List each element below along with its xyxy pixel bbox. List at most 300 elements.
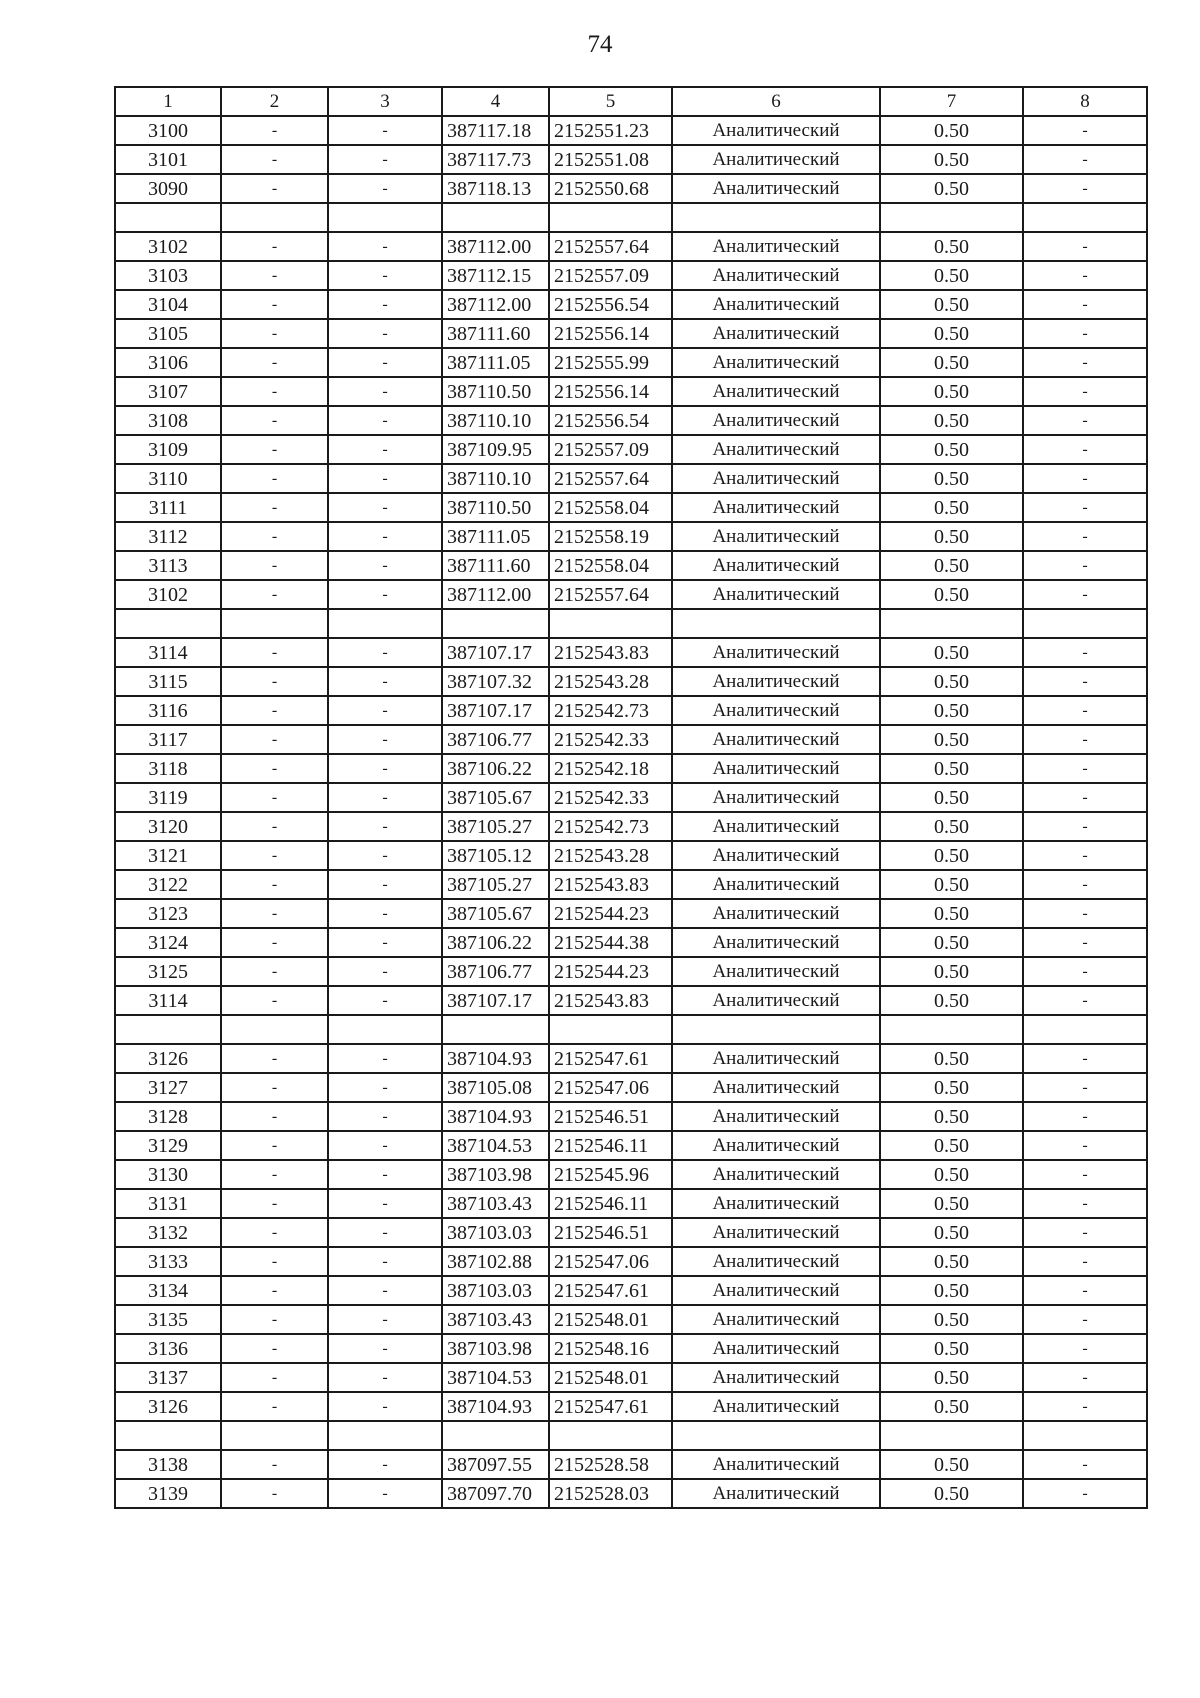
table-row — [115, 899, 1147, 928]
cell-point-number: 3138 — [115, 1450, 221, 1479]
cell-col-8: - — [1023, 1218, 1147, 1247]
cell-point-number: 3136 — [115, 1334, 221, 1363]
cell-accuracy: 0.50 — [880, 319, 1023, 348]
cell-point-number — [115, 203, 221, 232]
cell-col-2: - — [221, 1189, 328, 1218]
column-header: 7 — [880, 87, 1023, 116]
cell-col-8: - — [1023, 551, 1147, 580]
table-row — [115, 1044, 1147, 1073]
table-row — [115, 203, 1147, 232]
cell-accuracy: 0.50 — [880, 1247, 1023, 1276]
cell-method: Аналитический — [672, 348, 880, 377]
cell-coord-y: 2152543.28 — [549, 841, 672, 870]
table-row — [115, 1305, 1147, 1334]
cell-point-number: 3103 — [115, 261, 221, 290]
cell-method: Аналитический — [672, 174, 880, 203]
cell-col-3: - — [328, 638, 442, 667]
cell-col-3: - — [328, 812, 442, 841]
cell-coord-y — [549, 203, 672, 232]
cell-coord-x: 387097.70 — [442, 1479, 549, 1508]
table-row — [115, 174, 1147, 203]
cell-coord-y: 2152546.11 — [549, 1189, 672, 1218]
cell-col-8: - — [1023, 754, 1147, 783]
cell-coord-y: 2152547.61 — [549, 1044, 672, 1073]
cell-accuracy: 0.50 — [880, 435, 1023, 464]
cell-col-3: - — [328, 435, 442, 464]
cell-method: Аналитический — [672, 493, 880, 522]
coordinates-table — [114, 86, 1148, 1509]
cell-method: Аналитический — [672, 232, 880, 261]
cell-point-number: 3131 — [115, 1189, 221, 1218]
cell-col-8: - — [1023, 1392, 1147, 1421]
table-row — [115, 1073, 1147, 1102]
cell-coord-y: 2152548.01 — [549, 1363, 672, 1392]
cell-col-8: - — [1023, 957, 1147, 986]
cell-col-2: - — [221, 928, 328, 957]
cell-accuracy: 0.50 — [880, 841, 1023, 870]
cell-col-2: - — [221, 1479, 328, 1508]
cell-col-8: - — [1023, 580, 1147, 609]
cell-accuracy: 0.50 — [880, 493, 1023, 522]
cell-point-number: 3116 — [115, 696, 221, 725]
cell-col-2: - — [221, 696, 328, 725]
cell-coord-x: 387105.08 — [442, 1073, 549, 1102]
cell-col-3: - — [328, 1276, 442, 1305]
cell-coord-x: 387103.43 — [442, 1189, 549, 1218]
cell-method: Аналитический — [672, 841, 880, 870]
cell-method: Аналитический — [672, 1450, 880, 1479]
cell-col-2: - — [221, 725, 328, 754]
cell-accuracy: 0.50 — [880, 754, 1023, 783]
cell-col-8: - — [1023, 290, 1147, 319]
table-row — [115, 1421, 1147, 1450]
cell-point-number: 3132 — [115, 1218, 221, 1247]
cell-point-number: 3102 — [115, 580, 221, 609]
cell-accuracy: 0.50 — [880, 261, 1023, 290]
cell-col-3: - — [328, 1363, 442, 1392]
cell-coord-y: 2152558.19 — [549, 522, 672, 551]
cell-point-number: 3107 — [115, 377, 221, 406]
cell-point-number: 3137 — [115, 1363, 221, 1392]
cell-accuracy: 0.50 — [880, 1334, 1023, 1363]
cell-point-number: 3118 — [115, 754, 221, 783]
cell-accuracy: 0.50 — [880, 1073, 1023, 1102]
cell-col-8: - — [1023, 1334, 1147, 1363]
cell-col-3: - — [328, 1392, 442, 1421]
cell-col-3: - — [328, 551, 442, 580]
table-row — [115, 957, 1147, 986]
cell-col-2: - — [221, 551, 328, 580]
cell-accuracy: 0.50 — [880, 638, 1023, 667]
cell-coord-y: 2152542.73 — [549, 812, 672, 841]
cell-coord-x — [442, 1421, 549, 1450]
cell-coord-x: 387107.32 — [442, 667, 549, 696]
cell-point-number: 3129 — [115, 1131, 221, 1160]
cell-col-2: - — [221, 1131, 328, 1160]
cell-accuracy: 0.50 — [880, 1189, 1023, 1218]
cell-point-number: 3106 — [115, 348, 221, 377]
cell-coord-x: 387105.67 — [442, 899, 549, 928]
cell-coord-y: 2152557.09 — [549, 261, 672, 290]
cell-point-number: 3135 — [115, 1305, 221, 1334]
cell-col-3: - — [328, 696, 442, 725]
cell-method: Аналитический — [672, 1102, 880, 1131]
cell-col-8: - — [1023, 725, 1147, 754]
cell-method: Аналитический — [672, 1218, 880, 1247]
cell-accuracy: 0.50 — [880, 377, 1023, 406]
table-row — [115, 1363, 1147, 1392]
cell-coord-y: 2152543.83 — [549, 986, 672, 1015]
cell-col-2: - — [221, 754, 328, 783]
table-row — [115, 696, 1147, 725]
cell-col-2: - — [221, 290, 328, 319]
cell-point-number: 3126 — [115, 1392, 221, 1421]
cell-col-3: - — [328, 348, 442, 377]
cell-coord-y: 2152556.14 — [549, 377, 672, 406]
cell-col-8: - — [1023, 348, 1147, 377]
cell-col-8: - — [1023, 1102, 1147, 1131]
cell-coord-y — [549, 609, 672, 638]
cell-coord-y: 2152557.09 — [549, 435, 672, 464]
cell-coord-x: 387104.93 — [442, 1392, 549, 1421]
cell-col-8: - — [1023, 261, 1147, 290]
cell-accuracy: 0.50 — [880, 928, 1023, 957]
cell-method: Аналитический — [672, 580, 880, 609]
cell-col-8: - — [1023, 1073, 1147, 1102]
cell-col-8: - — [1023, 1044, 1147, 1073]
page-number: 74 — [587, 31, 613, 58]
cell-col-2: - — [221, 1218, 328, 1247]
cell-method: Аналитический — [672, 1392, 880, 1421]
cell-col-3: - — [328, 116, 442, 145]
cell-method: Аналитический — [672, 261, 880, 290]
cell-method: Аналитический — [672, 957, 880, 986]
cell-col-2 — [221, 609, 328, 638]
cell-accuracy: 0.50 — [880, 406, 1023, 435]
table-body — [115, 116, 1147, 1508]
cell-method: Аналитический — [672, 1160, 880, 1189]
cell-col-3 — [328, 1015, 442, 1044]
cell-coord-x: 387106.22 — [442, 754, 549, 783]
cell-accuracy: 0.50 — [880, 464, 1023, 493]
cell-accuracy: 0.50 — [880, 870, 1023, 899]
cell-accuracy: 0.50 — [880, 696, 1023, 725]
cell-coord-y: 2152528.58 — [549, 1450, 672, 1479]
cell-coord-x — [442, 203, 549, 232]
table-row — [115, 319, 1147, 348]
cell-accuracy: 0.50 — [880, 1102, 1023, 1131]
cell-point-number — [115, 1421, 221, 1450]
cell-col-3: - — [328, 1450, 442, 1479]
header-row — [115, 87, 1147, 116]
cell-coord-x: 387103.43 — [442, 1305, 549, 1334]
cell-col-2: - — [221, 522, 328, 551]
table-row — [115, 580, 1147, 609]
cell-method: Аналитический — [672, 725, 880, 754]
cell-coord-y: 2152544.23 — [549, 899, 672, 928]
cell-col-8: - — [1023, 667, 1147, 696]
cell-method: Аналитический — [672, 145, 880, 174]
cell-col-3: - — [328, 319, 442, 348]
cell-method: Аналитический — [672, 1247, 880, 1276]
cell-coord-y: 2152557.64 — [549, 580, 672, 609]
column-header: 8 — [1023, 87, 1147, 116]
cell-col-3: - — [328, 841, 442, 870]
cell-coord-y: 2152544.23 — [549, 957, 672, 986]
cell-col-2: - — [221, 841, 328, 870]
cell-method: Аналитический — [672, 522, 880, 551]
table-row — [115, 261, 1147, 290]
cell-coord-x: 387104.93 — [442, 1102, 549, 1131]
cell-col-3: - — [328, 580, 442, 609]
cell-point-number: 3114 — [115, 638, 221, 667]
cell-coord-x — [442, 1015, 549, 1044]
cell-coord-x: 387110.50 — [442, 377, 549, 406]
cell-accuracy: 0.50 — [880, 290, 1023, 319]
table-row — [115, 1102, 1147, 1131]
cell-method: Аналитический — [672, 1479, 880, 1508]
cell-coord-y: 2152547.61 — [549, 1276, 672, 1305]
cell-point-number: 3104 — [115, 290, 221, 319]
cell-col-2: - — [221, 1044, 328, 1073]
cell-method: Аналитический — [672, 1189, 880, 1218]
cell-col-2 — [221, 203, 328, 232]
cell-coord-y: 2152556.54 — [549, 290, 672, 319]
cell-col-8: - — [1023, 464, 1147, 493]
cell-col-3: - — [328, 261, 442, 290]
cell-point-number: 3108 — [115, 406, 221, 435]
cell-coord-x: 387102.88 — [442, 1247, 549, 1276]
cell-accuracy — [880, 1015, 1023, 1044]
cell-point-number — [115, 609, 221, 638]
cell-col-3: - — [328, 1334, 442, 1363]
cell-coord-x: 387103.98 — [442, 1334, 549, 1363]
cell-coord-x: 387104.93 — [442, 1044, 549, 1073]
cell-point-number: 3117 — [115, 725, 221, 754]
cell-col-3: - — [328, 667, 442, 696]
cell-method: Аналитический — [672, 899, 880, 928]
cell-method — [672, 1015, 880, 1044]
cell-coord-y: 2152551.08 — [549, 145, 672, 174]
table-row — [115, 1189, 1147, 1218]
cell-point-number: 3114 — [115, 986, 221, 1015]
cell-accuracy: 0.50 — [880, 812, 1023, 841]
cell-coord-y: 2152542.33 — [549, 725, 672, 754]
cell-coord-y: 2152548.01 — [549, 1305, 672, 1334]
cell-method: Аналитический — [672, 783, 880, 812]
cell-point-number: 3139 — [115, 1479, 221, 1508]
cell-coord-y — [549, 1421, 672, 1450]
cell-col-3: - — [328, 377, 442, 406]
cell-coord-y: 2152558.04 — [549, 493, 672, 522]
cell-method: Аналитический — [672, 812, 880, 841]
table-row — [115, 1450, 1147, 1479]
cell-col-3: - — [328, 986, 442, 1015]
table-row — [115, 1392, 1147, 1421]
cell-coord-x: 387106.22 — [442, 928, 549, 957]
table-row — [115, 435, 1147, 464]
cell-point-number: 3124 — [115, 928, 221, 957]
cell-coord-y: 2152542.18 — [549, 754, 672, 783]
cell-accuracy: 0.50 — [880, 580, 1023, 609]
table-row — [115, 1160, 1147, 1189]
cell-col-3: - — [328, 522, 442, 551]
table-row — [115, 1131, 1147, 1160]
cell-col-3: - — [328, 957, 442, 986]
table-row — [115, 551, 1147, 580]
cell-col-3: - — [328, 1160, 442, 1189]
cell-coord-x: 387105.27 — [442, 870, 549, 899]
cell-method: Аналитический — [672, 290, 880, 319]
cell-col-2: - — [221, 1392, 328, 1421]
cell-coord-y: 2152546.51 — [549, 1218, 672, 1247]
column-header: 1 — [115, 87, 221, 116]
cell-coord-x: 387105.12 — [442, 841, 549, 870]
cell-col-3: - — [328, 1218, 442, 1247]
cell-col-8: - — [1023, 638, 1147, 667]
cell-coord-x: 387097.55 — [442, 1450, 549, 1479]
cell-col-8: - — [1023, 1131, 1147, 1160]
cell-col-3: - — [328, 783, 442, 812]
cell-point-number: 3111 — [115, 493, 221, 522]
cell-col-3: - — [328, 1247, 442, 1276]
cell-coord-x: 387112.15 — [442, 261, 549, 290]
cell-col-2: - — [221, 899, 328, 928]
cell-coord-x: 387117.18 — [442, 116, 549, 145]
cell-col-2: - — [221, 319, 328, 348]
cell-coord-y: 2152547.61 — [549, 1392, 672, 1421]
column-header: 5 — [549, 87, 672, 116]
cell-method: Аналитический — [672, 1044, 880, 1073]
cell-point-number: 3134 — [115, 1276, 221, 1305]
cell-col-3: - — [328, 899, 442, 928]
cell-accuracy: 0.50 — [880, 957, 1023, 986]
table-row — [115, 725, 1147, 754]
cell-col-2: - — [221, 1305, 328, 1334]
cell-col-2: - — [221, 783, 328, 812]
cell-col-2: - — [221, 638, 328, 667]
table-row — [115, 1276, 1147, 1305]
table-row — [115, 928, 1147, 957]
cell-method: Аналитический — [672, 638, 880, 667]
cell-coord-x: 387110.10 — [442, 406, 549, 435]
cell-accuracy: 0.50 — [880, 116, 1023, 145]
table-row — [115, 986, 1147, 1015]
cell-col-3: - — [328, 145, 442, 174]
table-row — [115, 1334, 1147, 1363]
cell-accuracy: 0.50 — [880, 783, 1023, 812]
cell-coord-x: 387106.77 — [442, 725, 549, 754]
cell-col-2: - — [221, 1073, 328, 1102]
cell-coord-x: 387107.17 — [442, 986, 549, 1015]
cell-col-8: - — [1023, 493, 1147, 522]
cell-col-3: - — [328, 1044, 442, 1073]
cell-col-2: - — [221, 667, 328, 696]
cell-method: Аналитический — [672, 377, 880, 406]
column-header: 4 — [442, 87, 549, 116]
cell-col-2: - — [221, 145, 328, 174]
cell-method: Аналитический — [672, 319, 880, 348]
cell-method — [672, 1421, 880, 1450]
cell-point-number: 3115 — [115, 667, 221, 696]
cell-coord-y: 2152556.14 — [549, 319, 672, 348]
cell-coord-x: 387111.05 — [442, 522, 549, 551]
cell-accuracy: 0.50 — [880, 1131, 1023, 1160]
cell-accuracy: 0.50 — [880, 1044, 1023, 1073]
cell-col-3 — [328, 609, 442, 638]
cell-col-2: - — [221, 377, 328, 406]
cell-col-8: - — [1023, 522, 1147, 551]
cell-method: Аналитический — [672, 1305, 880, 1334]
cell-point-number: 3122 — [115, 870, 221, 899]
cell-col-2 — [221, 1421, 328, 1450]
cell-point-number: 3119 — [115, 783, 221, 812]
cell-col-2: - — [221, 957, 328, 986]
cell-col-8: - — [1023, 696, 1147, 725]
cell-accuracy — [880, 203, 1023, 232]
cell-coord-y: 2152543.28 — [549, 667, 672, 696]
cell-coord-y: 2152557.64 — [549, 232, 672, 261]
cell-method: Аналитический — [672, 1276, 880, 1305]
cell-coord-x: 387111.60 — [442, 551, 549, 580]
cell-col-8: - — [1023, 116, 1147, 145]
cell-col-3: - — [328, 1305, 442, 1334]
cell-col-8: - — [1023, 1305, 1147, 1334]
table-row — [115, 841, 1147, 870]
cell-col-3: - — [328, 1189, 442, 1218]
cell-col-2: - — [221, 812, 328, 841]
table-row — [115, 754, 1147, 783]
cell-point-number: 3090 — [115, 174, 221, 203]
cell-coord-x: 387104.53 — [442, 1131, 549, 1160]
cell-accuracy: 0.50 — [880, 1363, 1023, 1392]
cell-point-number: 3112 — [115, 522, 221, 551]
cell-col-8 — [1023, 1015, 1147, 1044]
cell-coord-x — [442, 609, 549, 638]
cell-col-8: - — [1023, 232, 1147, 261]
column-header: 6 — [672, 87, 880, 116]
cell-coord-y: 2152528.03 — [549, 1479, 672, 1508]
cell-col-2: - — [221, 493, 328, 522]
cell-accuracy: 0.50 — [880, 1392, 1023, 1421]
table-row — [115, 406, 1147, 435]
cell-col-3: - — [328, 464, 442, 493]
cell-col-8: - — [1023, 377, 1147, 406]
column-header: 3 — [328, 87, 442, 116]
cell-accuracy — [880, 609, 1023, 638]
cell-coord-y: 2152542.73 — [549, 696, 672, 725]
cell-method: Аналитический — [672, 1363, 880, 1392]
cell-coord-y: 2152556.54 — [549, 406, 672, 435]
cell-coord-x: 387103.03 — [442, 1276, 549, 1305]
cell-col-8: - — [1023, 928, 1147, 957]
cell-col-3: - — [328, 1102, 442, 1131]
cell-col-2: - — [221, 116, 328, 145]
cell-coord-y: 2152550.68 — [549, 174, 672, 203]
cell-method — [672, 203, 880, 232]
cell-accuracy: 0.50 — [880, 1160, 1023, 1189]
cell-col-2: - — [221, 464, 328, 493]
cell-method: Аналитический — [672, 116, 880, 145]
cell-coord-x: 387112.00 — [442, 232, 549, 261]
table-row — [115, 232, 1147, 261]
cell-col-3: - — [328, 1479, 442, 1508]
cell-accuracy: 0.50 — [880, 551, 1023, 580]
table-row — [115, 1218, 1147, 1247]
cell-col-2: - — [221, 406, 328, 435]
cell-accuracy: 0.50 — [880, 1276, 1023, 1305]
cell-col-8: - — [1023, 1247, 1147, 1276]
